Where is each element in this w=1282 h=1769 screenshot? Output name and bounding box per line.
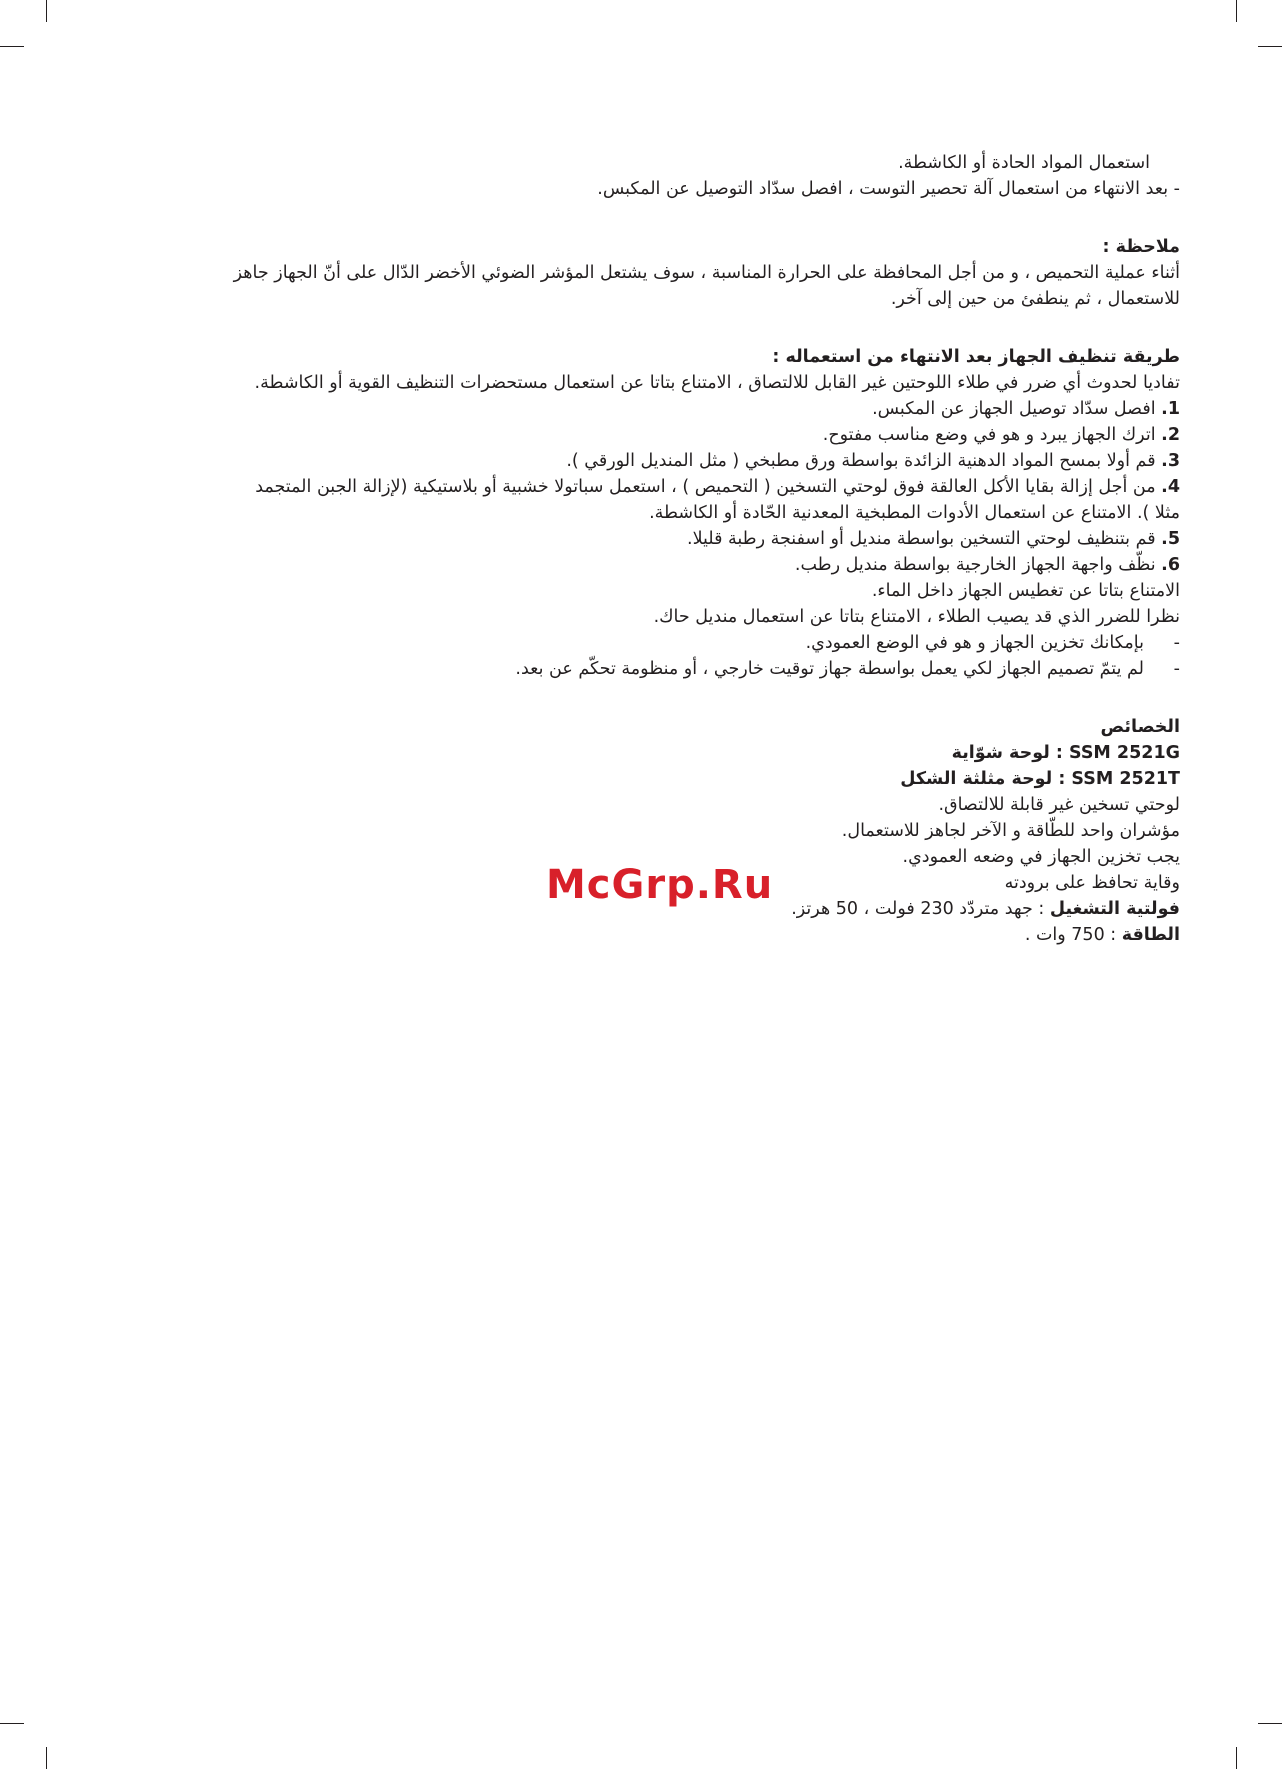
crop-mark (1258, 1723, 1282, 1724)
list-item-continuation: مثلا ). الامتناع عن استعمال الأدوات المطبخية المعدنية الحّادة أو الكاشطة. (649, 503, 1180, 523)
feature-line: وقاية تحافظ على برودته (1004, 873, 1180, 893)
model-line: SSM 2521G : لوحة شوّاية (951, 743, 1180, 763)
continuation-text: بعد الانتهاء من استعمال آلة تحصير التوست ، افصل سدّاد التوصيل عن المكبس. (597, 179, 1169, 199)
cleaning-heading: طريقة تنظيف الجهاز بعد الانتهاء من استعماله : (772, 347, 1180, 367)
bullet-item (130, 656, 1180, 682)
note-line: للاستعمال ، ثم ينطفئ من حين إلى آخر. (890, 289, 1180, 309)
step-text: افصل سدّاد توصيل الجهاز عن المكبس. (872, 399, 1156, 419)
watermark: McGrp.Ru (546, 862, 774, 908)
feature-line: مؤشران واحد للطّاقة و الآخر لجاهز للاستعمال. (841, 821, 1180, 841)
feature-line: لوحتي تسخين غير قابلة للالتصاق. (938, 795, 1180, 815)
cleaning-intro: تفاديا لحدوث أي ضرر في طلاء اللوحتين غير القابل للالتصاق ، الامتناع بتاتا عن استعمال مستحضرات التنظيف القوية أو الكاشطة. (254, 373, 1180, 393)
bullet-text: بإمكانك تخزين الجهاز و هو في الوضع العمودي. (805, 633, 1144, 653)
document-body (130, 150, 1180, 948)
list-item (130, 552, 1180, 578)
note-line: أثناء عملية التحميص ، و من أجل المحافظة على الحرارة المناسبة ، سوف يشتعل المؤشر الضوئي الأخضر الدّال على أنّ الجهاز جاهز (233, 263, 1180, 283)
step-number: 2. (1161, 425, 1180, 445)
warning-line: الامتناع بتاتا عن تغطيس الجهاز داخل الماء. (871, 581, 1180, 601)
step-text: من أجل إزالة بقايا الأكل العالقة فوق لوحتي التسخين ( التحميص ) ، استعمل سباتولا خشبية أو بلاستيكية (لإزالة الجبن المتجمد (255, 477, 1156, 497)
list-item (130, 474, 1180, 500)
step-number: 6. (1161, 555, 1180, 575)
list-item (130, 422, 1180, 448)
step-text: اترك الجهاز يبرد و هو في وضع مناسب مفتوح. (822, 425, 1156, 445)
model-line: SSM 2521T : لوحة مثلثة الشكل (900, 769, 1180, 789)
power-line (130, 922, 1180, 948)
dash: - (1173, 659, 1180, 679)
step-number: 5. (1161, 529, 1180, 549)
step-text: قم بتنظيف لوحتي التسخين بواسطة منديل أو اسفنجة رطبة قليلا. (687, 529, 1156, 549)
step-text: قم أولا بمسح المواد الدهنية الزائدة بواسطة ورق مطبخي ( مثل المنديل الورقي ). (566, 451, 1156, 471)
power-label: الطاقة (1121, 925, 1180, 945)
warning-line: نظرا للضرر الذي قد يصيب الطلاء ، الامتناع بتاتا عن استعمال منديل حاك. (653, 607, 1180, 627)
crop-mark (1236, 0, 1237, 22)
list-item (130, 396, 1180, 422)
step-number: 1. (1161, 399, 1180, 419)
bullet-item (130, 630, 1180, 656)
feature-line: يجب تخزين الجهاز في وضعه العمودي. (902, 847, 1180, 867)
continuation-line (130, 176, 1180, 202)
bullet-text: لم يتمّ تصميم الجهاز لكي يعمل بواسطة جهاز توقيت خارجي ، أو منظومة تحكّم عن بعد. (515, 659, 1144, 679)
continuation-line: استعمال المواد الحادة أو الكاشطة. (898, 153, 1150, 173)
crop-mark (1258, 46, 1282, 47)
specs-heading: الخصائص (1100, 717, 1180, 737)
note-heading: ملاحظة : (1102, 237, 1180, 257)
step-number: 4. (1161, 477, 1180, 497)
crop-mark (46, 0, 47, 22)
crop-mark (1236, 1747, 1237, 1769)
dash: - (1173, 633, 1180, 653)
crop-mark (0, 46, 24, 47)
voltage-label: فولتية التشغيل (1049, 899, 1180, 919)
crop-mark (0, 1723, 24, 1724)
power-value: : 750 وات . (1024, 925, 1122, 945)
dash: - (1173, 179, 1180, 199)
step-number: 3. (1161, 451, 1180, 471)
list-item (130, 448, 1180, 474)
voltage-value: : جهد متردّد 230 فولت ، 50 هرتز. (791, 899, 1050, 919)
step-text: نظّف واجهة الجهاز الخارجية بواسطة منديل رطب. (794, 555, 1156, 575)
list-item (130, 526, 1180, 552)
crop-mark (46, 1747, 47, 1769)
